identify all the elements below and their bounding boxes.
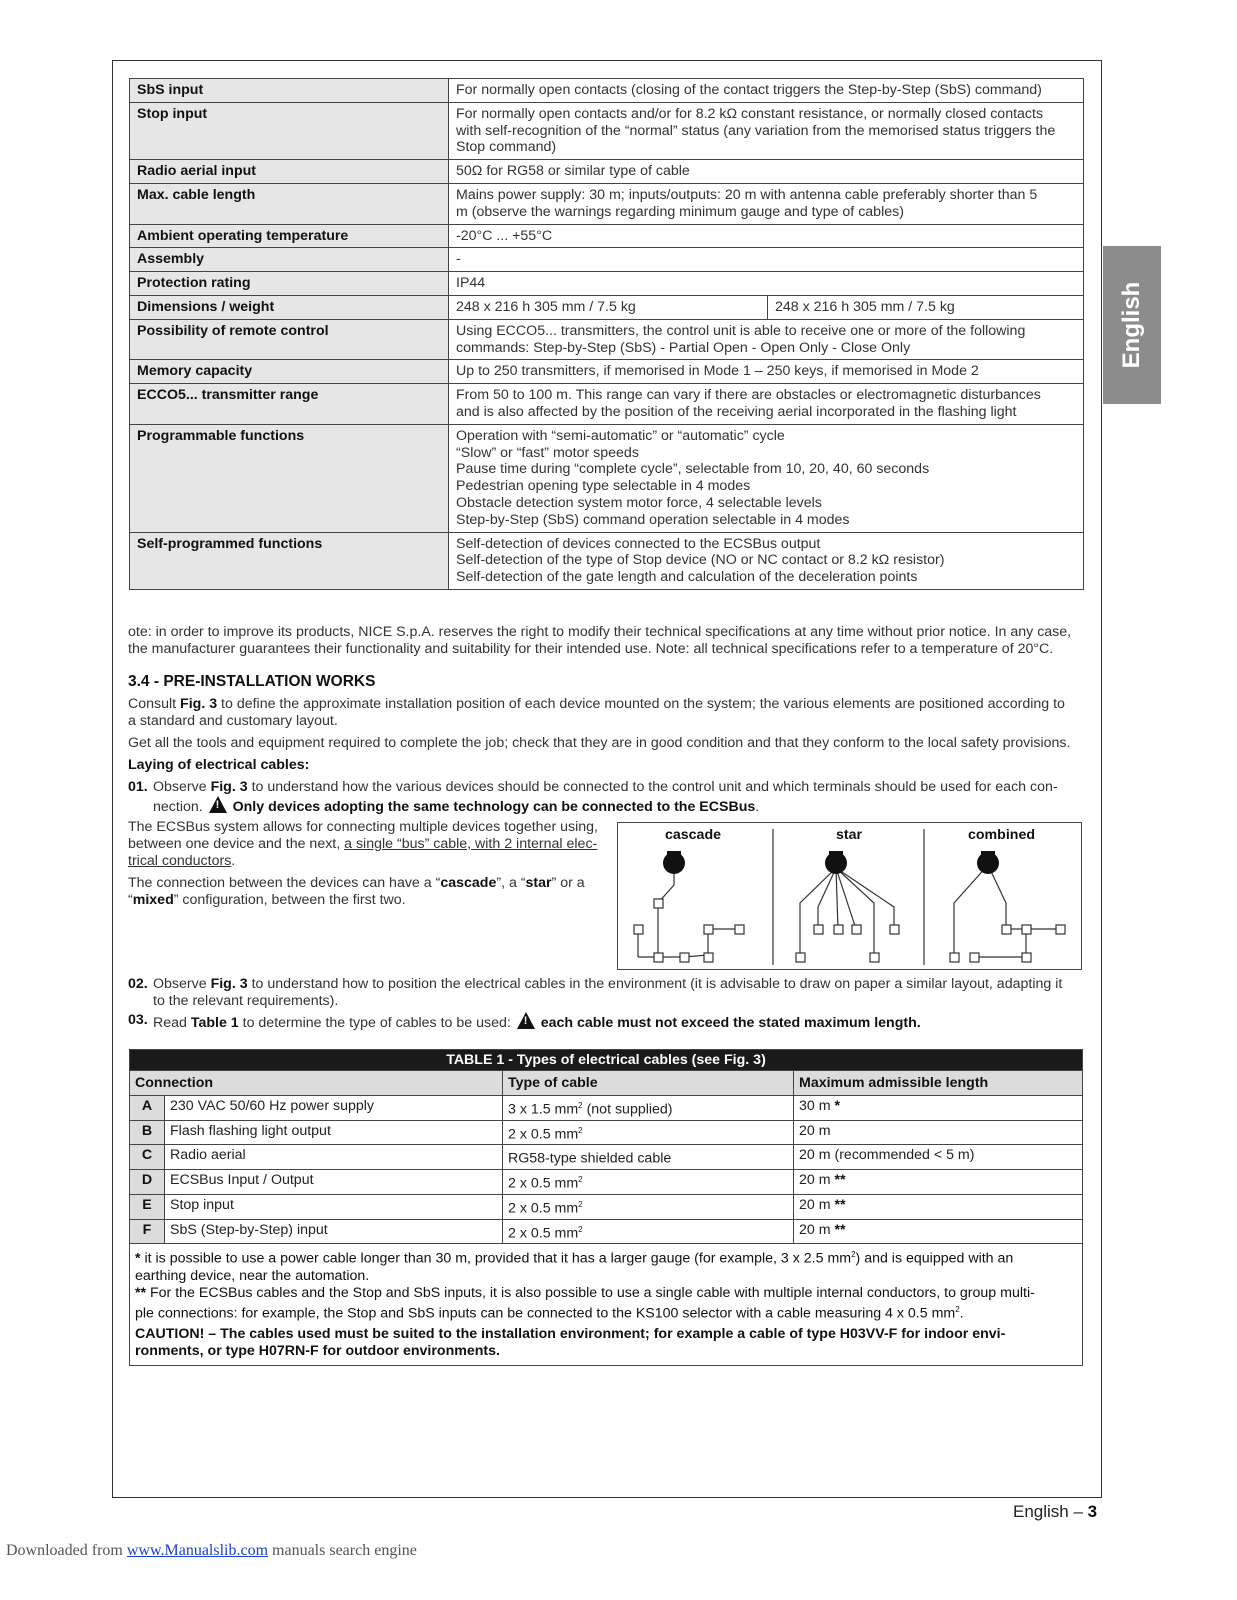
row-letter: A	[130, 1096, 165, 1121]
spec-row	[130, 360, 1084, 384]
connection-figure	[617, 822, 1082, 970]
fig-ref: Fig. 3	[180, 696, 218, 712]
spec-value: Operation with “semi-automatic” or “automatic” cycle “Slow” or “fast” motor speeds Pause time during “complete cycle”, selectable from 10, 20, 40, 60 seconds Pedestrian opening type selectable in 4 modes Obstacle detection system motor force, 4 selectable levels Step-by-Step (SbS) command operation selectable in 4 modes	[449, 424, 1084, 532]
warning-icon	[517, 1012, 535, 1029]
consult-paragraph: Consult Fig. 3 to define the approximate installation position of each device mounted on the system; the various elements are positioned according to a standard and customary layout.	[128, 696, 1065, 729]
row-cable: 2 x 0.5 $mm^2$	[503, 1194, 794, 1219]
row-length: 20 m **	[794, 1170, 1083, 1195]
spec-row	[130, 532, 1084, 589]
spec-label: Memory capacity	[130, 360, 449, 384]
note-paragraph	[128, 624, 1084, 658]
row-connection: 230 VAC 50/60 Hz power supply	[165, 1096, 503, 1121]
row-connection: ECSBus Input / Output	[165, 1170, 503, 1195]
ecsbus-paragraph: The ECSBus system allows for connecting multiple devices together using, between one device and the next, a single “bus” cable, with 2 internal elec- trical conductors.	[128, 819, 598, 869]
spec-value: Mains power supply: 30 m; inputs/outputs: 20 m with antenna cable preferably shorter than 5 m (observe the warnings regarding minimum gauge and type of cables)	[449, 183, 1084, 224]
note-line: the manufacturer guarantees their functionality and suitability for their intended use. Note: all technical specifications refer to a temperature of 20°C.	[128, 641, 1054, 657]
figure-label-cascade: cascade	[665, 827, 722, 843]
row-length: 20 m **	[794, 1194, 1083, 1219]
row-letter: D	[130, 1170, 165, 1195]
row-letter: F	[130, 1219, 165, 1244]
spec-label: Protection rating	[130, 272, 449, 296]
spec-row	[130, 424, 1084, 532]
spec-label: Self-programmed functions	[130, 532, 449, 589]
spec-value-2: 248 x 216 h 305 mm / 7.5 kg	[768, 295, 1084, 319]
spec-value: Up to 250 transmitters, if memorised in Mode 1 – 250 keys, if memorised in Mode 2	[449, 360, 1084, 384]
col-header-length: Maximum admissible length	[794, 1071, 1083, 1096]
table-row	[130, 1170, 1083, 1195]
spec-row	[130, 224, 1084, 248]
language-side-tab	[1103, 246, 1161, 404]
spec-row	[130, 248, 1084, 272]
row-cable: 2 x 0.5 $mm^2$	[503, 1219, 794, 1244]
spec-label: Programmable functions	[130, 424, 449, 532]
table-row	[130, 1145, 1083, 1170]
row-letter: B	[130, 1120, 165, 1145]
spec-label: ECCO5... transmitter range	[130, 384, 449, 425]
manualslib-link[interactable]: www.Manualslib.com	[126, 1542, 269, 1559]
spec-label: SbS input	[130, 79, 449, 103]
spec-value: From 50 to 100 m. This range can vary if there are obstacles or electromagnetic disturbances and is also affected by the position of the receiving aerial incorporated in the flashing light	[449, 384, 1084, 425]
note-line: ote: in order to improve its products, NICE S.p.A. reserves the right to modify their technical specifications at any time without prior notice. In any case,	[128, 624, 1072, 640]
page-footer: English – 3	[1013, 1502, 1098, 1521]
spec-row	[130, 384, 1084, 425]
row-length: 20 m (recommended < 5 m)	[794, 1145, 1083, 1170]
spec-label: Possibility of remote control	[130, 319, 449, 360]
section-title: 3.4 - PRE-INSTALLATION WORKS	[128, 673, 376, 690]
spec-label: Stop input	[130, 102, 449, 159]
spec-row	[130, 102, 1084, 159]
wiring-diagram	[618, 823, 1083, 971]
spec-value: 248 x 216 h 305 mm / 7.5 kg	[449, 295, 768, 319]
spec-value: Using ECCO5... transmitters, the control unit is able to receive one or more of the following commands: Step-by-Step (SbS) - Partial Open - Open Only - Close Only	[449, 319, 1084, 360]
row-length: 30 m *	[794, 1096, 1083, 1121]
figure-label-star: star	[836, 827, 863, 843]
col-header-cable: Type of cable	[503, 1071, 794, 1096]
row-connection: Flash flashing light output	[165, 1120, 503, 1145]
table-row	[130, 1219, 1083, 1244]
spec-label: Radio aerial input	[130, 160, 449, 184]
col-header-connection: Connection	[130, 1071, 503, 1096]
spec-label: Assembly	[130, 248, 449, 272]
spec-row	[130, 272, 1084, 296]
spec-row	[130, 295, 1084, 319]
table-notes: * it is possible to use a power cable longer than 30 m, provided that it has a larger gauge (for example, 3 x 2.5 $mm^2$) and is equipped with an earthing device, near the automation. ** For the ECSBus cables and the Stop and SbS inputs, it is also possible to use a single cable with multiple internal conductors, to group multi- ple connections: for example, the Stop and SbS inputs can be connected to the KS100 selector with a cable measuring 4 x 0.5 $mm^2$. CAUTION! – The cables used must be suited to the installation environment; for example a cable of type H03VV-F for indoor envi- ronments, or type H07RN-F for outdoor environments.	[130, 1244, 1083, 1365]
step-01: 01. Observe Fig. 3 to understand how the various devices should be connected to the control unit and which terminals should be used for each con- nection. ! Only devices adopting the same technology can be connected to the ECSBus.	[128, 779, 1084, 816]
spec-row	[130, 79, 1084, 103]
spec-value: -20°C ... +55°C	[449, 224, 1084, 248]
tools-paragraph: Get all the tools and equipment required to complete the job; check that they are in good condition and that they conform to the local safety provisions.	[128, 735, 1071, 751]
table-title: TABLE 1 - Types of electrical cables (see Fig. 3)	[130, 1050, 1083, 1071]
page-number: 3	[1087, 1502, 1098, 1521]
spec-value: For normally open contacts (closing of the contact triggers the Step-by-Step (SbS) command)	[449, 79, 1084, 103]
language-tab-label: English	[1118, 281, 1145, 369]
step-03: 03. Read Table 1 to determine the type of cables to be used: ! each cable must not exceed the stated maximum length.	[128, 1012, 1084, 1032]
download-banner: Downloaded from www.Manualslib.com manuals search engine	[6, 1542, 417, 1559]
row-cable: 2 x 0.5 $mm^2$	[503, 1170, 794, 1195]
spec-table	[129, 78, 1084, 590]
row-cable: 2 x 0.5 $mm^2$	[503, 1120, 794, 1145]
table-row	[130, 1194, 1083, 1219]
laying-title: Laying of electrical cables:	[128, 757, 310, 773]
cable-types-table	[129, 1049, 1083, 1366]
table-row	[130, 1096, 1083, 1121]
warning-icon	[209, 796, 227, 813]
table-row	[130, 1120, 1083, 1145]
row-connection: Radio aerial	[165, 1145, 503, 1170]
row-cable: RG58-type shielded cable	[503, 1145, 794, 1170]
row-length: 20 m **	[794, 1219, 1083, 1244]
spec-value: 50Ω for RG58 or similar type of cable	[449, 160, 1084, 184]
row-connection: Stop input	[165, 1194, 503, 1219]
spec-value: For normally open contacts and/or for 8.2 kΩ constant resistance, or normally closed contacts with self-recognition of the “normal” status (any variation from the memorised status triggers the Stop command)	[449, 102, 1084, 159]
step-02: 02. Observe Fig. 3 to understand how to position the electrical cables in the environment (it is advisable to draw on paper a similar layout, adapting it to the relevant requirements).	[128, 976, 1063, 1009]
spec-label: Ambient operating temperature	[130, 224, 449, 248]
spec-row	[130, 319, 1084, 360]
connection-paragraph: The connection between the devices can have a “cascade”, a “star” or a “mixed” configuration, between the first two.	[128, 875, 585, 908]
row-letter: C	[130, 1145, 165, 1170]
row-connection: SbS (Step-by-Step) input	[165, 1219, 503, 1244]
figure-label-combined: combined	[968, 827, 1036, 843]
row-letter: E	[130, 1194, 165, 1219]
row-cable: 3 x 1.5 $mm^2$ (not supplied)	[503, 1096, 794, 1121]
spec-value: -	[449, 248, 1084, 272]
spec-label: Max. cable length	[130, 183, 449, 224]
spec-row	[130, 160, 1084, 184]
spec-value: IP44	[449, 272, 1084, 296]
spec-label: Dimensions / weight	[130, 295, 449, 319]
spec-row	[130, 183, 1084, 224]
row-length: 20 m	[794, 1120, 1083, 1145]
spec-value: Self-detection of devices connected to the ECSBus output Self-detection of the type of Stop device (NO or NC contact or 8.2 kΩ resistor) Self-detection of the gate length and calculation of the deceleration points	[449, 532, 1084, 589]
